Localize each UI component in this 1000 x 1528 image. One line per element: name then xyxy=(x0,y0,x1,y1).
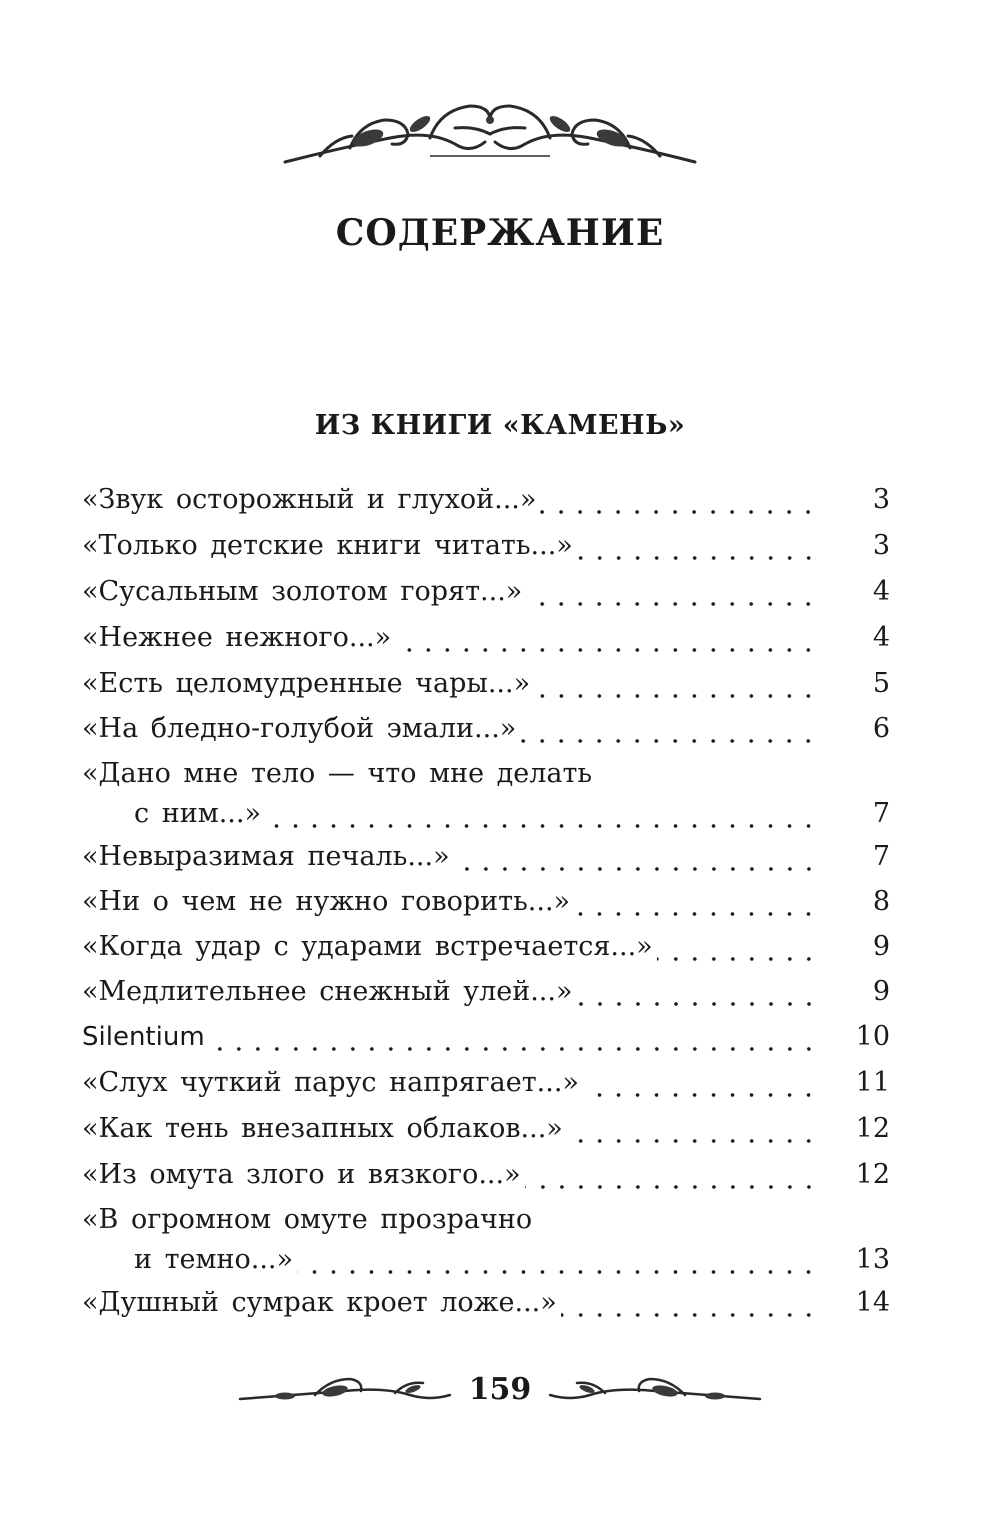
toc-entry[interactable] xyxy=(82,835,890,879)
toc-page-number: 4 xyxy=(872,622,890,653)
toc-page-number: 12 xyxy=(855,1159,890,1190)
toc-entry[interactable] xyxy=(82,1198,890,1282)
toc-page-number: 11 xyxy=(855,1067,890,1098)
toc-page-number: 14 xyxy=(855,1287,890,1318)
toc-entry-title-line1: «В огромном омуте прозрачно xyxy=(82,1204,533,1235)
section-title: ИЗ КНИГИ «КАМЕНЬ» xyxy=(314,410,686,441)
leader-dots xyxy=(454,835,818,879)
toc-entry[interactable] xyxy=(82,1281,890,1325)
leader-dots xyxy=(265,792,818,836)
page-title: СОДЕРЖАНИЕ xyxy=(335,212,665,254)
page-number: 159 xyxy=(468,1372,532,1407)
toc-entry[interactable] xyxy=(82,1061,890,1105)
leader-dots xyxy=(526,570,818,614)
toc-entry[interactable] xyxy=(82,707,890,751)
toc-entry-title: «На бледно-голубой эмали...» xyxy=(82,713,517,744)
leader-dots xyxy=(657,925,818,969)
leader-dots xyxy=(534,662,818,706)
ornament-top-icon xyxy=(280,98,700,170)
toc-entry[interactable] xyxy=(82,1015,890,1059)
toc-entry[interactable] xyxy=(82,752,890,836)
toc-entry-title: «Невыразимая печаль...» xyxy=(82,841,450,872)
toc-page-number: 7 xyxy=(872,841,890,872)
leader-dots xyxy=(525,1153,818,1197)
toc-entry-title: «Как тень внезапных облаков...» xyxy=(82,1113,563,1144)
toc-page-number: 3 xyxy=(872,530,890,561)
toc-entry-title: «Душный сумрак кроет ложе...» xyxy=(82,1287,557,1318)
toc-entry[interactable] xyxy=(82,616,890,660)
leader-dots xyxy=(577,524,818,568)
toc-entry[interactable] xyxy=(82,478,890,522)
toc-page-number: 3 xyxy=(872,484,890,515)
toc-entry-title: «Нежнее нежного...» xyxy=(82,622,392,653)
toc-entry-title: «Медлительнее снежный улей...» xyxy=(82,976,573,1007)
toc-entry-title: «Когда удар с ударами встречается...» xyxy=(82,931,653,962)
toc-page-number: 6 xyxy=(872,713,890,744)
toc-entry-title: «Есть целомудренные чары...» xyxy=(82,668,531,699)
toc-entry-title: «Сусальным золотом горят...» xyxy=(82,576,523,607)
toc-page-number: 9 xyxy=(872,931,890,962)
toc-page-number: 4 xyxy=(872,576,890,607)
toc-entry[interactable] xyxy=(82,1153,890,1197)
toc-page-number: 12 xyxy=(855,1113,890,1144)
toc-entry[interactable] xyxy=(82,570,890,614)
leader-dots xyxy=(583,1061,818,1105)
leader-dots xyxy=(540,478,818,522)
toc-entry-title-line2: с ним...» xyxy=(134,798,261,829)
toc-page-number: 7 xyxy=(872,798,890,829)
toc-entry[interactable] xyxy=(82,880,890,924)
toc-page-number: 9 xyxy=(872,976,890,1007)
toc-entry-title-line1: «Дано мне тело — что мне делать xyxy=(82,758,593,789)
toc-entry-title: «Ни о чем не нужно говорить...» xyxy=(82,886,571,917)
toc-entry-title: Silentium xyxy=(82,1022,205,1052)
leader-dots xyxy=(395,616,818,660)
toc-page-number: 5 xyxy=(872,668,890,699)
toc-page-number: 8 xyxy=(872,886,890,917)
toc-entry[interactable] xyxy=(82,662,890,706)
toc-entry-title: «Звук осторожный и глухой...» xyxy=(82,484,537,515)
leader-dots xyxy=(567,1107,818,1151)
toc-entry-title: «Слух чуткий парус напрягает...» xyxy=(82,1067,579,1098)
page-footer xyxy=(235,1365,765,1415)
leader-dots xyxy=(520,707,818,751)
leader-dots xyxy=(297,1238,818,1282)
leader-dots xyxy=(561,1281,818,1325)
leader-dots xyxy=(577,970,819,1014)
leader-dots xyxy=(574,880,818,924)
toc-entry[interactable] xyxy=(82,524,890,568)
toc-page-number: 10 xyxy=(855,1021,890,1052)
toc-entry[interactable] xyxy=(82,925,890,969)
toc-entry[interactable] xyxy=(82,1107,890,1151)
toc-entry[interactable] xyxy=(82,970,890,1014)
toc-entry-title: «Из омута злого и вязкого...» xyxy=(82,1159,521,1190)
toc-page-number: 13 xyxy=(855,1244,890,1275)
toc-entry-title: «Только детские книги читать...» xyxy=(82,530,573,561)
toc-entry-title-line2: и темно...» xyxy=(134,1244,294,1275)
leader-dots xyxy=(209,1015,818,1059)
